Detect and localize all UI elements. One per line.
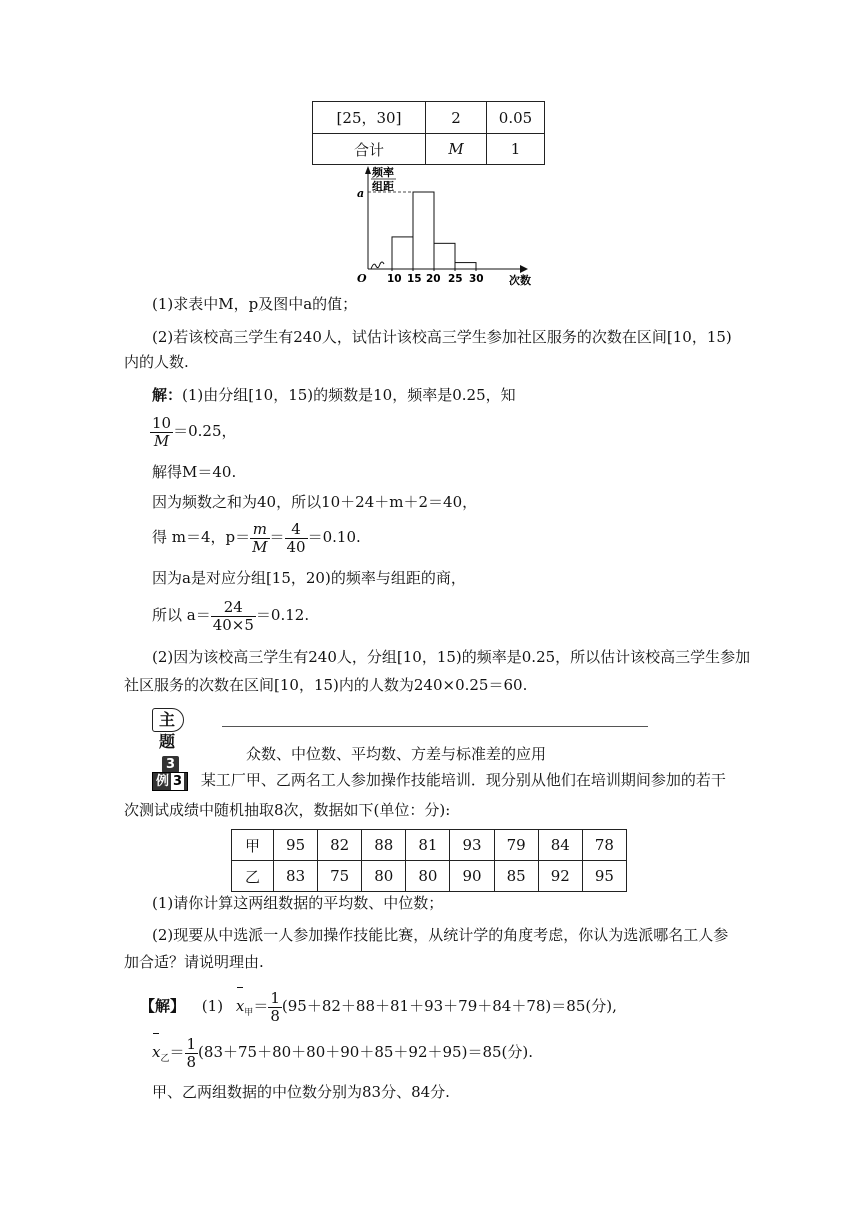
- score-table: [231, 829, 627, 892]
- table-cell: 75: [318, 861, 362, 892]
- x-axis-label: 次数: [509, 274, 531, 287]
- table-row: [232, 830, 627, 861]
- table-cell: 92: [538, 861, 582, 892]
- solution-line-4: 因为频数之和为40，所以10＋24＋m＋2＝40，: [152, 493, 478, 511]
- table-cell: 0.05: [487, 102, 545, 134]
- topic-label: 主题3: [152, 708, 184, 732]
- table-cell: 95: [582, 861, 626, 892]
- y-axis-label-top: 频率: [372, 166, 394, 179]
- solution-line-7: 所以 a＝ $\frac{24}{40\times 5}$ ＝0.12.: [152, 597, 310, 634]
- table-cell: 2: [426, 102, 487, 134]
- table-row: [313, 102, 545, 134]
- answer-label: 【解】: [140, 997, 186, 1015]
- solution-line-3: 解得M＝40.: [152, 463, 237, 481]
- example-line-2: 次测试成绩中随机抽取8次，数据如下(单位：分):: [124, 801, 451, 819]
- topic-rule: [222, 726, 648, 727]
- solution-label: 解：: [152, 386, 183, 404]
- a-label: a: [357, 187, 365, 200]
- row-header-cell: 甲: [232, 830, 274, 861]
- question-1: (1)求表中M，p及图中a的值；: [152, 295, 358, 313]
- solution-text: (1)由分组[10，15)的频数是10，频率是0.25，知: [182, 386, 516, 404]
- table-row: [313, 134, 545, 165]
- answer-line-1: 【解】 (1) $x_甲=$ $\frac{1}{8}$ (95＋82＋88＋81＋93＋79＋84＋78)＝85(分),: [140, 988, 617, 1025]
- table-cell: M: [426, 134, 487, 165]
- x-tick-label: 30: [469, 273, 484, 285]
- table-cell: 80: [406, 861, 450, 892]
- table-cell: 93: [450, 830, 494, 861]
- solution-line-9: 社区服务的次数在区间[10，15)内的人数为240×0.25＝60.: [124, 676, 528, 694]
- solution-line-1: [152, 385, 516, 405]
- y-axis-arrow: [365, 166, 371, 174]
- table-cell: 79: [494, 830, 538, 861]
- x-tick-label: 25: [448, 273, 463, 285]
- solution-line-2: $\frac{10}{M}$ ＝0.25，: [152, 413, 237, 450]
- question-2-line-1: (2)若该校高三学生有240人，试估计该校高三学生参加社区服务的次数在区间[10，15): [152, 328, 732, 346]
- frequency-histogram: [350, 164, 540, 290]
- table-cell: 82: [318, 830, 362, 861]
- table-cell: 80: [362, 861, 406, 892]
- histogram-bar: [434, 243, 455, 269]
- x-tick-label: 10: [387, 273, 402, 285]
- example-badge: 例 3: [152, 772, 188, 791]
- fraction: $\frac{m}{M}$: [252, 519, 268, 556]
- question-2-line-2: 内的人数.: [124, 353, 189, 371]
- solution-line-6: 因为a是对应分组[15，20)的频率与组距的商，: [152, 569, 466, 587]
- axis-break: [371, 262, 384, 269]
- answer-line-2: $x_乙=$ $\frac{1}{8}$ (83＋75＋80＋80＋90＋85＋92＋95)＝85(分).: [152, 1034, 534, 1071]
- table-cell: 81: [406, 830, 450, 861]
- example-question-2-line-2: 加合适？请说明理由.: [124, 953, 264, 971]
- solution-line-8: (2)因为该校高三学生有240人，分组[10，15)的频率是0.25，所以估计该校高三学生参加: [152, 648, 751, 666]
- y-axis-label-bottom: 组距: [372, 180, 394, 193]
- table-cell: 合计: [313, 134, 426, 165]
- origin-label: O: [357, 272, 367, 285]
- fraction: $\frac{4}{40}$: [286, 519, 306, 556]
- histogram-bar: [392, 237, 413, 269]
- histogram-bars: [392, 192, 476, 269]
- table-cell: 95: [274, 830, 318, 861]
- fraction: $\frac{1}{8}$: [270, 988, 280, 1025]
- histogram-bar: [455, 263, 476, 269]
- table-cell: 85: [494, 861, 538, 892]
- table-cell: [25，30]: [313, 102, 426, 134]
- solution-line-5: 得 m＝4，p＝ $\frac{m}{M}$ ＝ $\frac{4}{40}$ ＝0.10.: [152, 519, 361, 556]
- table-cell: 88: [362, 830, 406, 861]
- table-row: [232, 861, 627, 892]
- topic-heading: 众数、中位数、平均数、方差与标准差的应用: [246, 745, 547, 763]
- table-cell: 90: [450, 861, 494, 892]
- table-cell: 78: [582, 830, 626, 861]
- answer-line-3: 甲、乙两组数据的中位数分别为83分、84分.: [152, 1083, 450, 1101]
- mean-symbol: x: [236, 988, 244, 1024]
- mean-symbol: x: [152, 1034, 160, 1070]
- topic-number: 3: [162, 756, 179, 773]
- table-cell: 1: [487, 134, 545, 165]
- example-question-1: (1)请你计算这两组数据的平均数、中位数；: [152, 894, 444, 912]
- histogram-bar: [413, 192, 434, 269]
- x-tick-label: 15: [407, 273, 422, 285]
- fraction: $\frac{24}{40\times 5}$: [212, 597, 254, 634]
- table-cell: 84: [538, 830, 582, 861]
- fraction: $\frac{10}{M}$: [152, 413, 172, 450]
- example-line-1: 例 3 某工厂甲、乙两名工人参加操作技能培训．现分别从他们在培训期间参加的若干: [152, 770, 726, 791]
- table-cell: 83: [274, 861, 318, 892]
- example-question-2-line-1: (2)现要从中选派一人参加操作技能比赛，从统计学的角度考虑，你认为选派哪名工人参: [152, 926, 729, 944]
- fraction: $\frac{1}{8}$: [186, 1034, 197, 1071]
- x-tick-label: 20: [426, 273, 441, 285]
- frequency-table: [312, 101, 545, 165]
- x-axis-arrow: [520, 265, 528, 273]
- row-header-cell: 乙: [232, 861, 274, 892]
